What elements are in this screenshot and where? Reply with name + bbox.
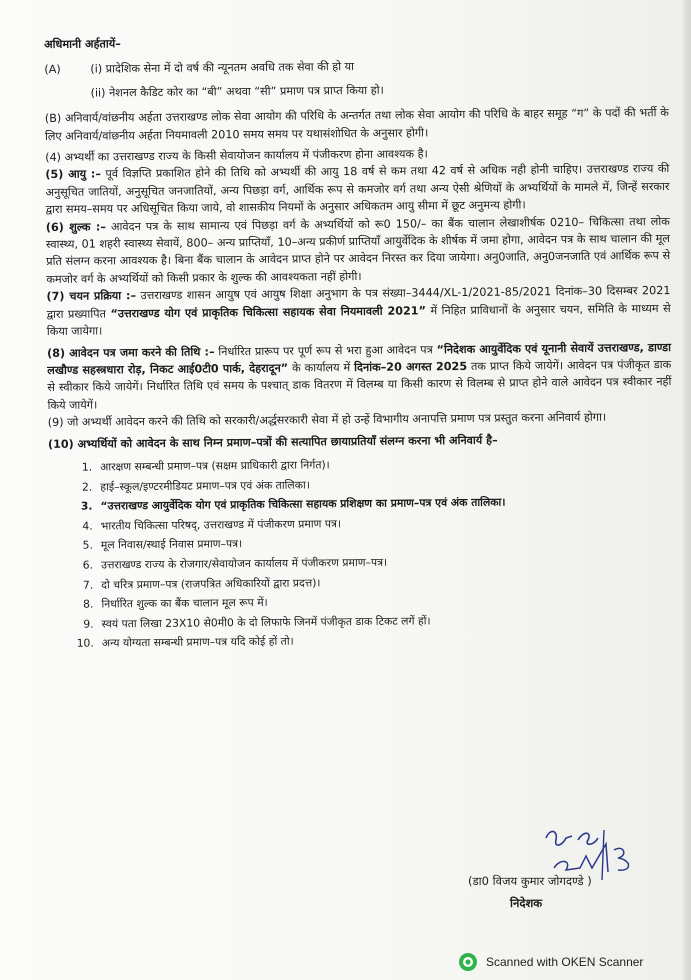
- signatory-title: निदेशक: [510, 896, 543, 910]
- scanner-watermark: [458, 952, 643, 972]
- list-item: 7. दो चरित्र प्रमाण–पत्र (राजपत्रित अधिकारियों द्वारा प्रदत्त)।: [82, 575, 321, 592]
- para-7: [46, 282, 670, 340]
- list-item: 4. भारतीय चिकित्सा परिषद्, उत्तराखण्ड में पंजीकरण प्रमाण पत्र।: [82, 516, 342, 533]
- para-6-text: आवेदन पत्र के साथ सामान्य एवं पिछड़ा वर्ग के अभ्यर्थियों को रू0 150/– का बैंक चालान लेखाशीर्षक 0210– चिकित्सा तथा लोक स्वास्थ्य, 01 शहरी स्वास्थ्य सेवायें, 800– अन्य प्राप्तियाँ, 10–अन्य प्रकीर्ण प्राप्तियाँ आयुर्वेदिक के शीर्षक में जमा होगा, आवेदन पत्र के साथ चालान की मूल प्रति संलग्न करना आवश्यक है। बिना बैंक चालान के आवेदन प्राप्त होने पर आवेदन निरस्त कर दिया जायेगा। अनु0जाति, अनु0जनजाति एवं आर्थिक रूप से कमजोर वर्ग के अभ्यर्थियों को किसी प्रकार के शुल्क की आवश्यकता नहीं होगी।: [45, 214, 671, 286]
- scanner-label: Scanned with OKEN Scanner: [486, 955, 644, 969]
- para-7-text-a: उत्तराखण्ड शासन आयुष एवं आयुष शिक्षा अनुभाग के पत्र संख्या–3444/XL-1/2021-85/2021 दिनांक–30 दिसम्बर 2021 द्वारा प्रख्यापित: [46, 284, 671, 321]
- para-8-text-c: तक प्राप्त किये जायेगें। आवेदन पत्र पंजीकृत डाक से स्वीकार किये जायेगें। निर्धारित तिथि एवं समय के पश्चात् डाक वितरण में विलम्ब या किसी कारण से विलम्ब से प्राप्त होने वाले आवेदन पत्र स्वीकार नहीं किये जायेगें।: [47, 357, 672, 412]
- para-b: (B) अनिवार्य/वांछनीय अर्हता उत्तराखण्ड लोक सेवा आयोग की परिधि के अन्तर्गत तथा लोक सेवा आयोग की परिधि के बाहर समूह “ग” के पदों की भर्ती के लिए अनिवार्य/वांछनीय अर्हता नियमावली 2010 समय समय पर यथासंशोधित के अनुसार होगी।: [44, 106, 669, 143]
- para-5-label: (5) आयु :–: [45, 167, 102, 182]
- para-6: [46, 213, 671, 289]
- heading-preferential-qualifications: अधिमानी अर्हतायें–: [44, 37, 121, 51]
- documents-list: [72, 453, 674, 653]
- para-8-label: (8) आवेदन पत्र जमा करने की तिथि :–: [46, 344, 215, 360]
- list-item: 3. “उत्तराखण्ड आयुर्वेदिक योग एवं प्राकृतिक चिकित्सा सहायक प्रशिक्षण का प्रमाण–पत्र एवं अंक तालिका।: [80, 495, 506, 513]
- pref-item-1-text: (i) प्रादेशिक सेना में दो वर्ष की न्यूनतम अवधि तक सेवा की हो या: [90, 60, 355, 76]
- list-item: 9. स्वयं पता लिखा 23X10 से0मी0 के दो लिफाफे जिनमें पंजीकृत डाक टिकट लगें हों।: [83, 614, 431, 631]
- para-8-deadline: दिनांक–20 अगस्त 2025: [354, 359, 468, 374]
- para-9: (9) जो अभ्यर्थी आवेदन करने की तिथि को सरकारी/अर्द्धसरकारी सेवा में हो उन्हें विभागीय अनापत्ति प्रमाण पत्र प्रस्तुत करना अनिवार्य होगा।: [47, 410, 607, 430]
- para-8-address: “निदेशक आयुर्वेदिक एवं यूनानी सेवायें उत्तराखण्ड, डाण्डा लखौण्ड सहस्त्रधारा रोड़, निकट आई0टी0 पार्क, देहरादून”: [47, 340, 672, 377]
- para-4: (4) अभ्यर्थी का उत्तराखण्ड राज्य के किसी सेवायोजन कार्यालय में पंजीकरण होना आवश्यक है।: [45, 147, 428, 165]
- pref-tag: (A): [44, 63, 61, 77]
- notice-body: [44, 30, 674, 655]
- list-item: 1. आरक्षण सम्बन्धी प्रमाण–पत्र (सक्षम प्राधिकारी द्वारा निर्गत)।: [81, 458, 330, 474]
- list-item: 10. अन्य योग्यता सम्बन्धी प्रमाण–पत्र यदि कोई हों तो।: [76, 634, 294, 650]
- oken-scanner-logo-icon: [458, 952, 478, 972]
- page-edge-shadow: [683, 0, 691, 980]
- para-8-text-a: निर्धारित प्रारूप पर पूर्ण रूप से भरा हुआ आवेदन पत्र: [214, 342, 437, 358]
- pref-item-1: [44, 55, 668, 78]
- para-10: (10) अभ्यर्थियों को आवेदन के साथ निम्न प्रमाण–पत्रों की सत्यापित छायाप्रतियाँ संलग्न करना भी अनिवार्य है–: [47, 433, 498, 451]
- pref-item-2: (ii) नेशनल कैडिट कोर का “बी” अथवा “सी” प्रमाण पत्र प्राप्त किया हो।: [90, 83, 384, 100]
- para-8-text-b: के कार्यालय में: [288, 360, 355, 375]
- para-8: [47, 338, 672, 414]
- list-item: 6. उत्तराखण्ड राज्य के रोजगार/सेवायोजन कार्यालय में पंजीकरण प्रमाण–पत्र।: [82, 555, 388, 572]
- para-5: [45, 160, 669, 218]
- para-7-text-b: में निहित प्राविधानों के अनुसार चयन, समिति के माध्यम से किया जायेगा।: [46, 301, 671, 339]
- list-item: 5. मूल निवास/स्थाई निवास प्रमाण–पत्र।: [82, 537, 243, 552]
- list-item: 2. हाई–स्कूल/इण्टरमीडियट प्रमाण–पत्र एवं अंक तालिका।: [81, 478, 310, 494]
- para-5-text: पूर्व विज्ञप्ति प्रकाशित होने की तिथि को अभ्यर्थी की आयु 18 वर्ष से कम तथा 42 वर्ष से अधिक नही होनी चाहिए। उत्तराखण्ड राज्य की अनुसूचित जातियों, अनुसूचित जनजातियों, अन्य पिछड़ा वर्ग, आर्थिक रूप से कमजोर वर्ग तथा अन्य ऐसी श्रेणियों के अभ्यर्थियों के मामले में, जिन्हें सरकार द्वारा समय–समय पर अधिसूचित किया जाये, वो शासकीय नियमों के अनुसार अधिकतम आयु सीमा में छूट अनुमन्य होगी।: [45, 162, 670, 217]
- list-item: 8. निर्धारित शुल्क का बैंक चालान मूल रूप में।: [83, 595, 268, 611]
- para-6-label: (6) शुल्क :–: [45, 220, 106, 234]
- signatory-name: (डा0 विजय कुमार जोगदण्डे ): [468, 874, 592, 888]
- para-7-label: (7) चयन प्रक्रिया :–: [46, 289, 137, 304]
- para-7-rules-title: “उत्तराखण्ड योग एवं प्राकृतिक चिकित्सा सहायक सेवा नियमावली 2021”: [110, 304, 426, 321]
